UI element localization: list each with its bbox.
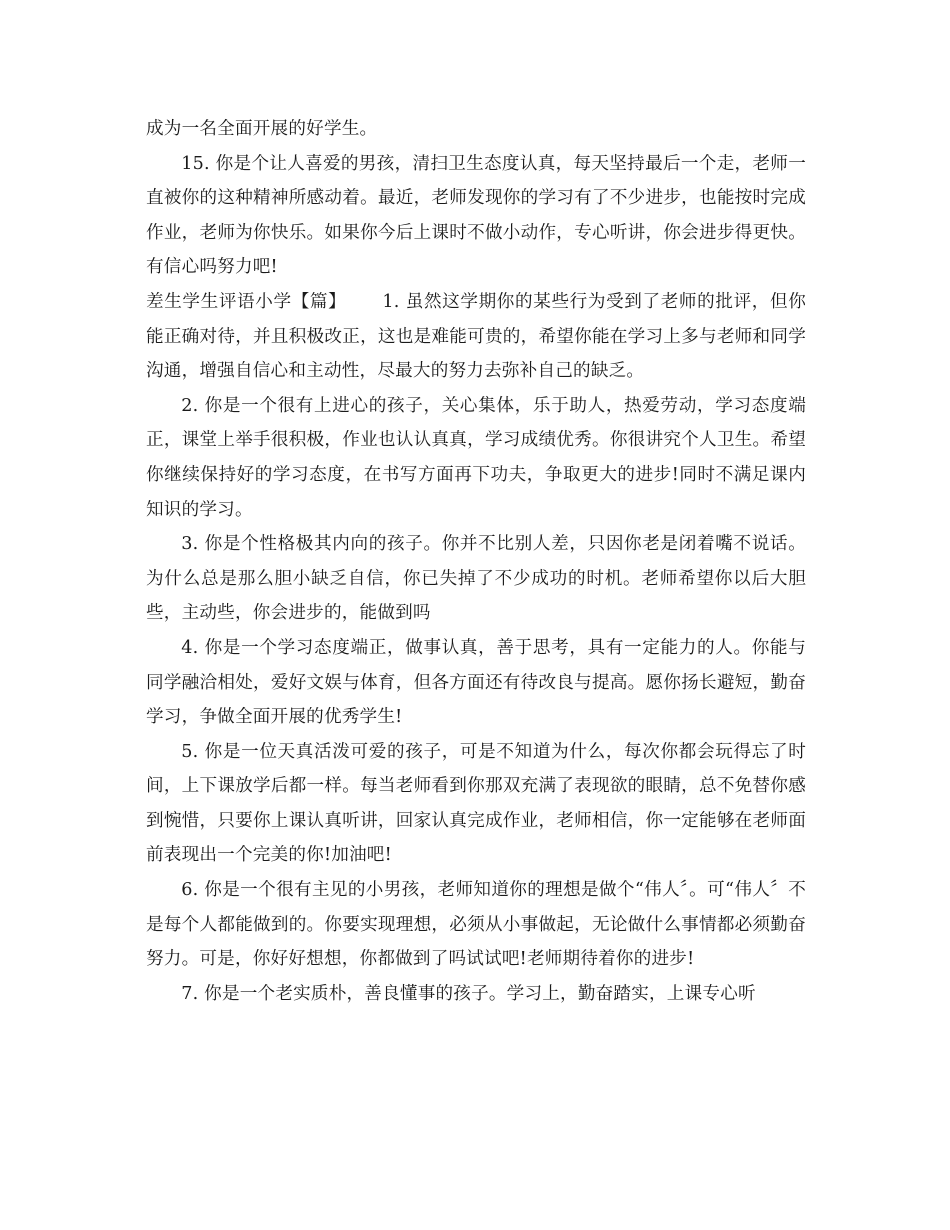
comment-item-1: 1. 虽然这学期你的某些行为受到了老师的批评，但你能正确对待，并且积极改正，这也是难能可贵的，希望你能在学习上多与老师和同学沟通，增强自信心和主动性，尽最大的努力去弥补自己的缺乏。 [146,291,806,382]
section-heading-paragraph [146,285,806,389]
comment-item-2: 2. 你是一个很有上进心的孩子，关心集体，乐于助人，热爱劳动，学习态度端正，课堂上举手很积极，作业也认认真真，学习成绩优秀。你很讲究个人卫生。希望你继续保持好的学习态度，在书写方面再下功夫，争取更大的进步!同时不满足课内知识的学习。 [146,395,806,520]
continuation-paragraph: 成为一名全面开展的好学生。 [146,119,378,139]
comment-item-4: 4. 你是一个学习态度端正，做事认真，善于思考，具有一定能力的人。你能与同学融洽相处，爱好文娱与体育，但各方面还有待改良与提高。愿你扬长避短，勤奋学习，争做全面开展的优秀学生! [146,637,806,728]
comment-item-6: 6. 你是一个很有主见的小男孩，老师知道你的理想是做个“伟人〞。可“伟人〞不是每个人都能做到的。你要实现理想，必须从小事做起，无论做什么事情都必须勤奋努力。可是，你好好想想，你都做到了吗试试吧!老师期待着你的进步! [146,880,806,970]
comment-item-3: 3. 你是个性格极其内向的孩子。你并不比别人差，只因你老是闭着嘴不说话。为什么总是那么胆小缺乏自信，你已失掉了不少成功的时机。老师希望你以后大胆些，主动些，你会进步的，能做到吗 [146,534,806,624]
document-body [146,112,806,1011]
comment-item-15: 15. 你是个让人喜爱的男孩，清扫卫生态度认真，每天坚持最后一个走，老师一直被你的这种精神所感动着。最近，老师发现你的学习有了不少进步，也能按时完成作业，老师为你快乐。如果你今后上课时不做小动作，专心听讲，你会进步得更快。有信心吗努力吧! [146,153,806,278]
section-heading: 差生学生评语小学【篇】 [146,291,347,312]
comment-item-7: 7. 你是一个老实质朴，善良懂事的孩子。学习上，勤奋踏实，上课专心听 [181,983,756,1004]
comment-item-5: 5. 你是一位天真活泼可爱的孩子，可是不知道为什么，每次你都会玩得忘了时间，上下课放学后都一样。每当老师看到你那双充满了表现欲的眼睛，总不免替你感到惋惜，只要你上课认真听讲，回家认真完成作业，老师相信，你一定能够在老师面前表现出一个完美的你!加油吧! [146,741,806,866]
